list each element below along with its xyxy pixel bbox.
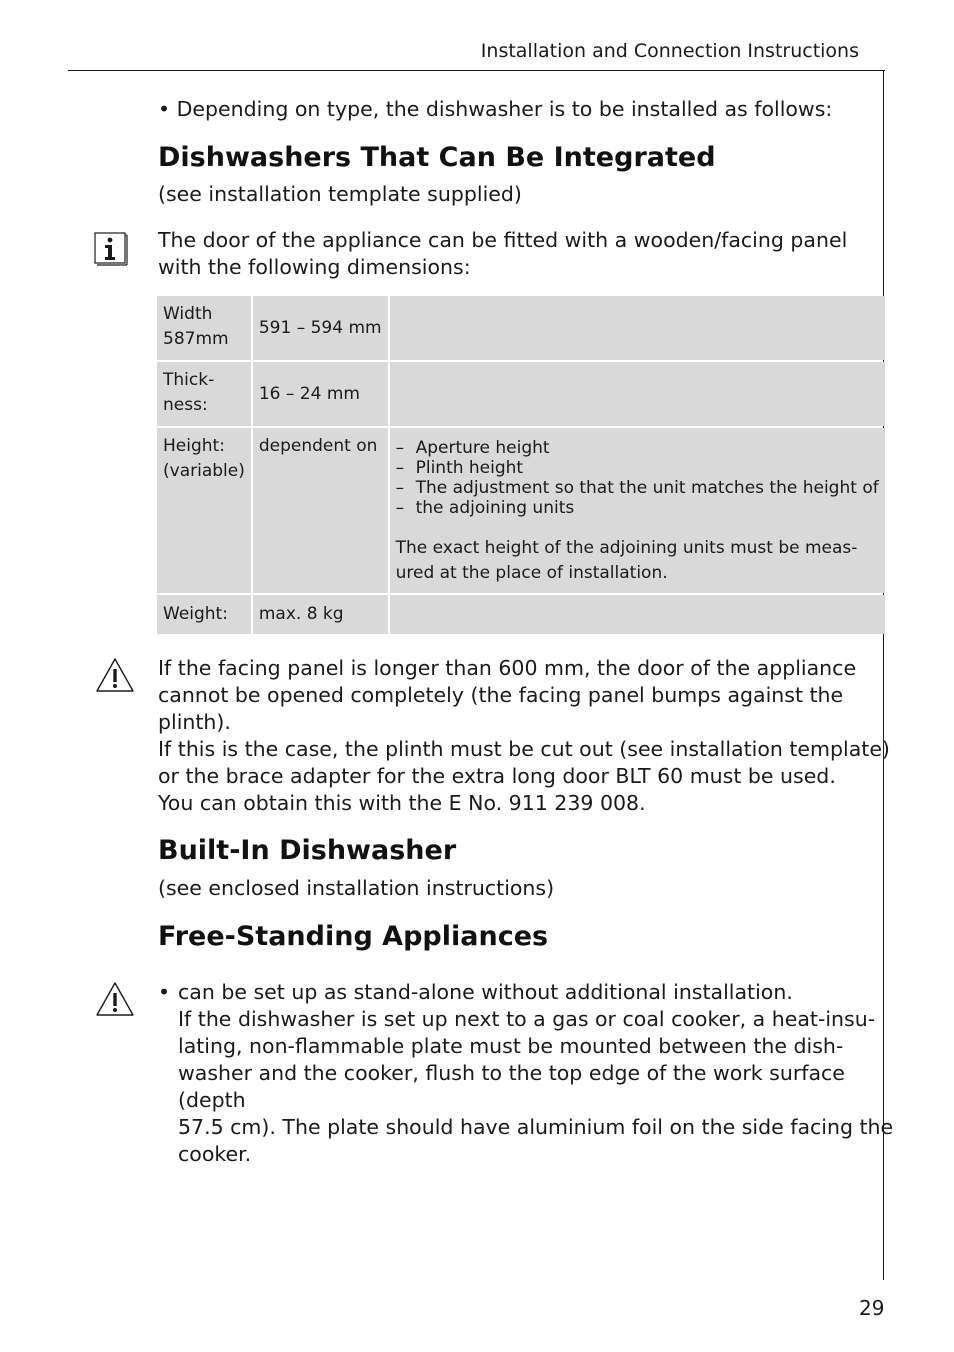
freestanding-line: lating, non-flammable plate must be mounted between the dish- [178,1034,844,1058]
label-line: ness: [163,395,208,415]
label-line: Thick- [163,370,215,390]
label-line: 587mm [163,329,229,349]
list-item: – Plinth height [396,458,879,478]
warning-icon [94,656,136,694]
warning-line: cannot be opened completely (the facing panel bumps against the [158,683,844,707]
list-item-continuation: – the adjoining units [396,498,879,518]
list-item: – The adjustment so that the unit matches the height of [396,478,879,498]
warning-line: If this is the case, the plinth must be cut out (see installation template) [158,737,890,761]
page-number: 29 [859,1296,885,1320]
row-label [157,296,251,360]
table-row [157,428,885,593]
subtitle-builtin: (see enclosed installation instructions) [158,876,555,900]
row-label [157,595,251,634]
footnote-line: ured at the place of installation. [395,563,668,583]
label-line: Width [163,304,213,324]
table-row [157,595,885,634]
info-line: with the following dimensions: [158,255,471,279]
label-line: Weight: [163,604,228,624]
info-paragraph [158,227,858,281]
warning-line: If the facing panel is longer than 600 mm, the door of the appliance [158,656,857,680]
warning-line: You can obtain this with the E No. 911 239 008. [158,791,646,815]
label-line: (variable) [163,461,245,481]
row-label [157,428,251,593]
warning-line: or the brace adapter for the extra long door BLT 60 must be used. [158,764,836,788]
info-icon [94,232,128,266]
row-notes [390,428,885,593]
header-rule [68,70,885,71]
warning-line: plinth). [158,710,231,734]
freestanding-line: can be set up as stand-alone without additional installation. [178,980,793,1004]
list-item: – Aperture height [396,438,879,458]
running-header: Installation and Connection Instructions [480,40,859,62]
intro-bullet [158,96,832,123]
table-row [157,296,885,360]
row-value: 16 – 24 mm [253,362,388,426]
height-factors-list [396,438,879,518]
label-line: Height: [163,436,225,456]
row-value: 591 – 594 mm [253,296,388,360]
freestanding-line: (depth [178,1088,246,1112]
row-notes [390,296,885,360]
freestanding-line: cooker. [178,1142,252,1166]
row-value: max. 8 kg [253,595,388,634]
intro-text: Depending on type, the dishwasher is to be installed as follows: [176,97,833,121]
subtitle-integrated: (see installation template supplied) [158,182,522,206]
bullet-glyph: • [158,97,171,121]
heading-builtin: Built-In Dishwasher [158,835,457,866]
row-notes [390,362,885,426]
heading-freestanding: Free-Standing Appliances [158,921,549,952]
row-value: dependent on [253,428,388,593]
freestanding-bullet: • [158,980,171,1004]
table-row [157,362,885,426]
freestanding-line: washer and the cooker, flush to the top edge of the work surface [178,1061,845,1085]
heading-integrated: Dishwashers That Can Be Integrated [158,142,716,173]
freestanding-line: If the dishwasher is set up next to a gas or coal cooker, a heat-insu- [178,1007,876,1031]
height-footnote [396,536,879,586]
freestanding-line: 57.5 cm). The plate should have aluminium foil on the side facing the [178,1115,894,1139]
warning-paragraph [158,655,890,817]
row-label [157,362,251,426]
info-line: The door of the appliance can be fitted with a wooden/facing panel [158,228,848,252]
warning-icon [94,980,136,1018]
dimensions-table [155,294,887,636]
freestanding-paragraph [178,979,893,1168]
row-notes [390,595,885,634]
footnote-line: The exact height of the adjoining units must be meas- [395,538,858,558]
